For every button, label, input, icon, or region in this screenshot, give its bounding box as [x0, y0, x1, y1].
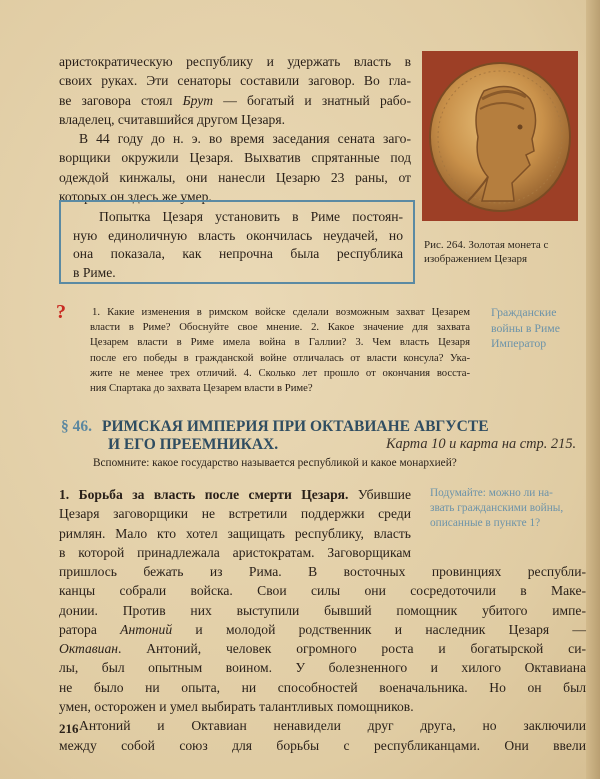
question-line: Цезарем власти в Риме имела война в Галлии? 3. Чем власть Цезаря	[90, 336, 470, 349]
caption-line: изображением Цезаря	[424, 253, 528, 265]
text-line: Антоний и Октавиан ненавидели друг друга, но заключили	[79, 718, 586, 734]
caption-line: Рис. 264. Золотая монета с	[424, 239, 549, 251]
text-line: своих руках. Эти сенаторы составили заговор. Во гла-	[59, 73, 411, 89]
text-line: лы, был опытным воином. У болезненного и хилого Октавиана	[59, 660, 586, 676]
text-line: которых он здесь же умер.	[59, 188, 212, 204]
text-line: умен, осторожен и умел выбирать талантливых помощников.	[59, 699, 414, 715]
note-line: описанные в пункте 1?	[430, 517, 541, 530]
body-paragraph-lower	[59, 562, 586, 755]
name-emphasis: Антоний	[120, 621, 173, 637]
question-line: ния Спартака до захвата Цезарем власти в Риме?	[90, 381, 313, 394]
think-note	[430, 486, 563, 532]
conclusion-box	[59, 200, 415, 284]
figure-caption	[424, 238, 584, 266]
assassination-paragraph	[59, 129, 411, 206]
page-number: 216	[59, 721, 79, 736]
text-line: пришлось бежать из Рима. В восточных провинциях республи-	[59, 564, 586, 579]
body-paragraph-upper	[59, 485, 411, 562]
recall-prompt: Вспомните: какое государство называется республикой и какое монархией?	[93, 457, 457, 469]
section-number: § 46.	[61, 418, 92, 435]
text-line: римлян. Мало кто хотел защищать республику, власть	[59, 525, 411, 541]
gold-coin-figure	[422, 51, 578, 221]
subsection-heading: 1. Борьба за власть после смерти Цезаря.	[59, 487, 349, 502]
note-line: звать гражданскими войны,	[430, 502, 564, 515]
text-line: одеждой кинжалы, они нанесли Цезарю 23 раны, от	[59, 169, 411, 185]
section-title-line1: РИМСКАЯ ИМПЕРИЯ ПРИ ОКТАВИАНЕ АВГУСТЕ	[102, 418, 489, 435]
question-line: после его победы в гражданской войне отличалась от власти консула? Ука-	[90, 351, 470, 364]
coin-image	[422, 51, 578, 221]
text-line: между собой союз для борьбы с республиканцами. Они ввели	[59, 737, 586, 753]
review-questions	[90, 305, 470, 396]
text-line: В 44 году до н. э. во время заседания сената заго-	[79, 131, 411, 146]
text-line: Октавиан. Антоний, человек огромного роста и богатырской си-	[59, 641, 586, 657]
key-term: Гражданские	[491, 305, 557, 319]
text-line: ворщики окружили Цезаря. Выхватив спрятанные под	[59, 150, 411, 166]
map-reference: Карта 10 и карта на стр. 215.	[386, 436, 577, 452]
text-line: 1. Борьба за власть после смерти Цезаря. Убившие	[59, 487, 411, 502]
text-line: она показала, как непрочна была республика	[73, 246, 403, 261]
text-line: ратора Антоний и молодой родственник и наследник Цезаря —	[59, 621, 586, 637]
text-line: аристократическую республику и удержать власть в	[59, 54, 411, 69]
question-line: власти в Риме? Обоснуйте свое мнение. 2. Какое значение для захвата	[90, 321, 470, 334]
text-line: в которой принадлежала аристократам. Заговорщикам	[59, 544, 411, 560]
top-paragraph	[59, 52, 411, 129]
question-line: жите не менее трех отличий. 4. Сколько лет прошло от окончания восста-	[90, 366, 470, 379]
text-line: владелец, считавшийся другом Цезаря.	[59, 111, 286, 127]
text-line: донии. Против них выступили бывший помощник убитого импе-	[59, 602, 586, 618]
name-emphasis: Октавиан	[59, 641, 119, 657]
note-line: Подумайте: можно ли на-	[430, 487, 553, 499]
text-line: Попытка Цезаря установить в Риме постоян-	[99, 209, 403, 224]
text-line: ве заговора стоял Брут — богатый и знатный рабо-	[59, 92, 412, 108]
name-emphasis: Брут	[182, 92, 214, 108]
key-term: Император	[491, 336, 547, 351]
question-line: 1. Какие изменения в римском войске сделали возможным захват Цезарем	[92, 306, 470, 318]
page-edge	[586, 0, 600, 779]
section-title-line2: И ЕГО ПРЕЕМНИКАХ.	[108, 436, 279, 453]
text-line: не было ни опыта, ни способностей военачальника. Но он был	[59, 679, 586, 695]
question-mark-icon: ?	[56, 301, 66, 323]
key-term: войны в Риме	[491, 320, 560, 335]
text-line: канцы собрали войска. Свои силы они сосредоточили в Маке-	[59, 583, 586, 599]
text-line: в Риме.	[73, 264, 116, 280]
text-line: Цезаря заговорщики не встретили поддержки среди	[59, 506, 411, 522]
text-line: ную единоличную власть окончилась неудачей, но	[73, 227, 403, 243]
key-terms-note	[491, 305, 560, 352]
